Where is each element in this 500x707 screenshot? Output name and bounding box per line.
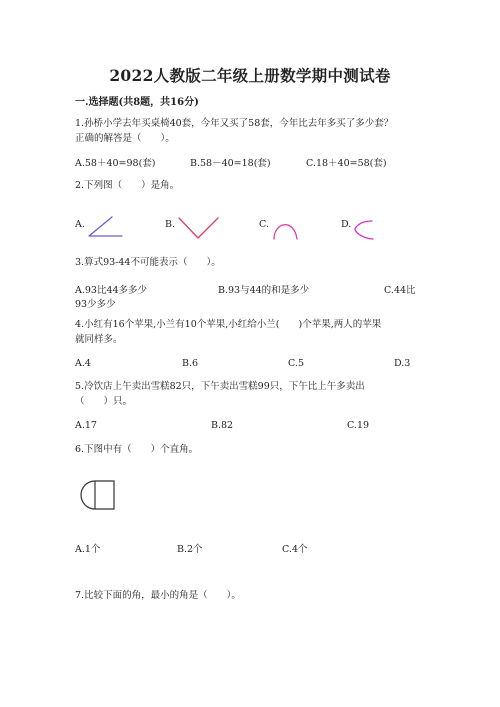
question-1-line-1: 1.孙桥小学去年买桌椅40套，今年又买了58套，今年比去年多买了多少套？ (75, 118, 394, 129)
q2-figure-a (86, 214, 124, 240)
question-5-line-2: （ ）只。 (75, 396, 133, 407)
q2-label-b: B. (165, 219, 176, 230)
q3-option-c-wrap: 93少多少 (75, 299, 116, 310)
q4-option-c: C.5 (288, 358, 304, 369)
question-4-line-2: 就同样多。 (75, 334, 123, 345)
q5-option-b: B.82 (211, 420, 234, 431)
q6-option-a: A.1个 (75, 544, 101, 555)
q4-option-b: B.6 (182, 358, 199, 369)
q2-figure-b (176, 214, 220, 242)
q6-option-b: B.2个 (177, 544, 203, 555)
question-6: 6.下图中有（ ）个直角。 (75, 444, 199, 455)
q4-option-a: A.4 (75, 358, 91, 369)
q2-figure-b-lines (179, 218, 218, 238)
page-title: 2022人教版二年级上册数学期中测试卷 (109, 66, 391, 85)
q4-option-d: D.3 (394, 358, 411, 369)
question-2: 2.下列图（ ）是角。 (75, 180, 180, 191)
q5-option-a: A.17 (75, 420, 97, 431)
q1-option-c: C.18＋40=58(套) (306, 158, 387, 169)
q3-option-b: B.93与44的和是多少 (218, 285, 310, 296)
q6-option-c: C.4个 (282, 544, 308, 555)
q2-label-a: A. (75, 219, 85, 230)
section-heading: 一.选择题(共8题，共16分) (75, 97, 199, 108)
q2-figure-c-curve (274, 225, 297, 239)
question-4-line-1: 4.小红有16个苹果,小兰有10个苹果,小红给小兰( )个苹果,两人的苹果 (75, 319, 382, 330)
q5-option-c: C.19 (347, 420, 370, 431)
q2-figure-d-curve (355, 221, 373, 239)
question-5 (75, 379, 365, 409)
question-5-line-1: 5.冷饮店上午卖出雪糕82只，下午卖出雪糕99只，下午比上午多卖出 (75, 381, 365, 392)
q1-option-b: B.58－40=18(套) (190, 158, 271, 169)
q3-option-a: A.93比44多多少 (75, 285, 148, 296)
q2-figure-c (270, 216, 300, 242)
question-1 (75, 116, 393, 146)
q2-figure-a-lines (89, 217, 122, 236)
question-4 (75, 317, 381, 347)
q2-label-c: C. (259, 219, 269, 230)
q6-figure-outline (81, 481, 114, 509)
q2-figure-d (351, 216, 377, 244)
question-3: 3.算式93-44不可能表示（ ）。 (75, 257, 221, 268)
q1-option-a: A.58＋40=98(套) (75, 158, 156, 169)
question-1-line-2: 正确的解答是（ ）。 (75, 133, 175, 144)
q3-option-c: C.44比 (384, 285, 416, 296)
q6-figure (74, 477, 118, 513)
question-7: 7.比较下面的角，最小的角是（ ）。 (75, 590, 241, 601)
q2-label-d: D. (341, 219, 352, 230)
